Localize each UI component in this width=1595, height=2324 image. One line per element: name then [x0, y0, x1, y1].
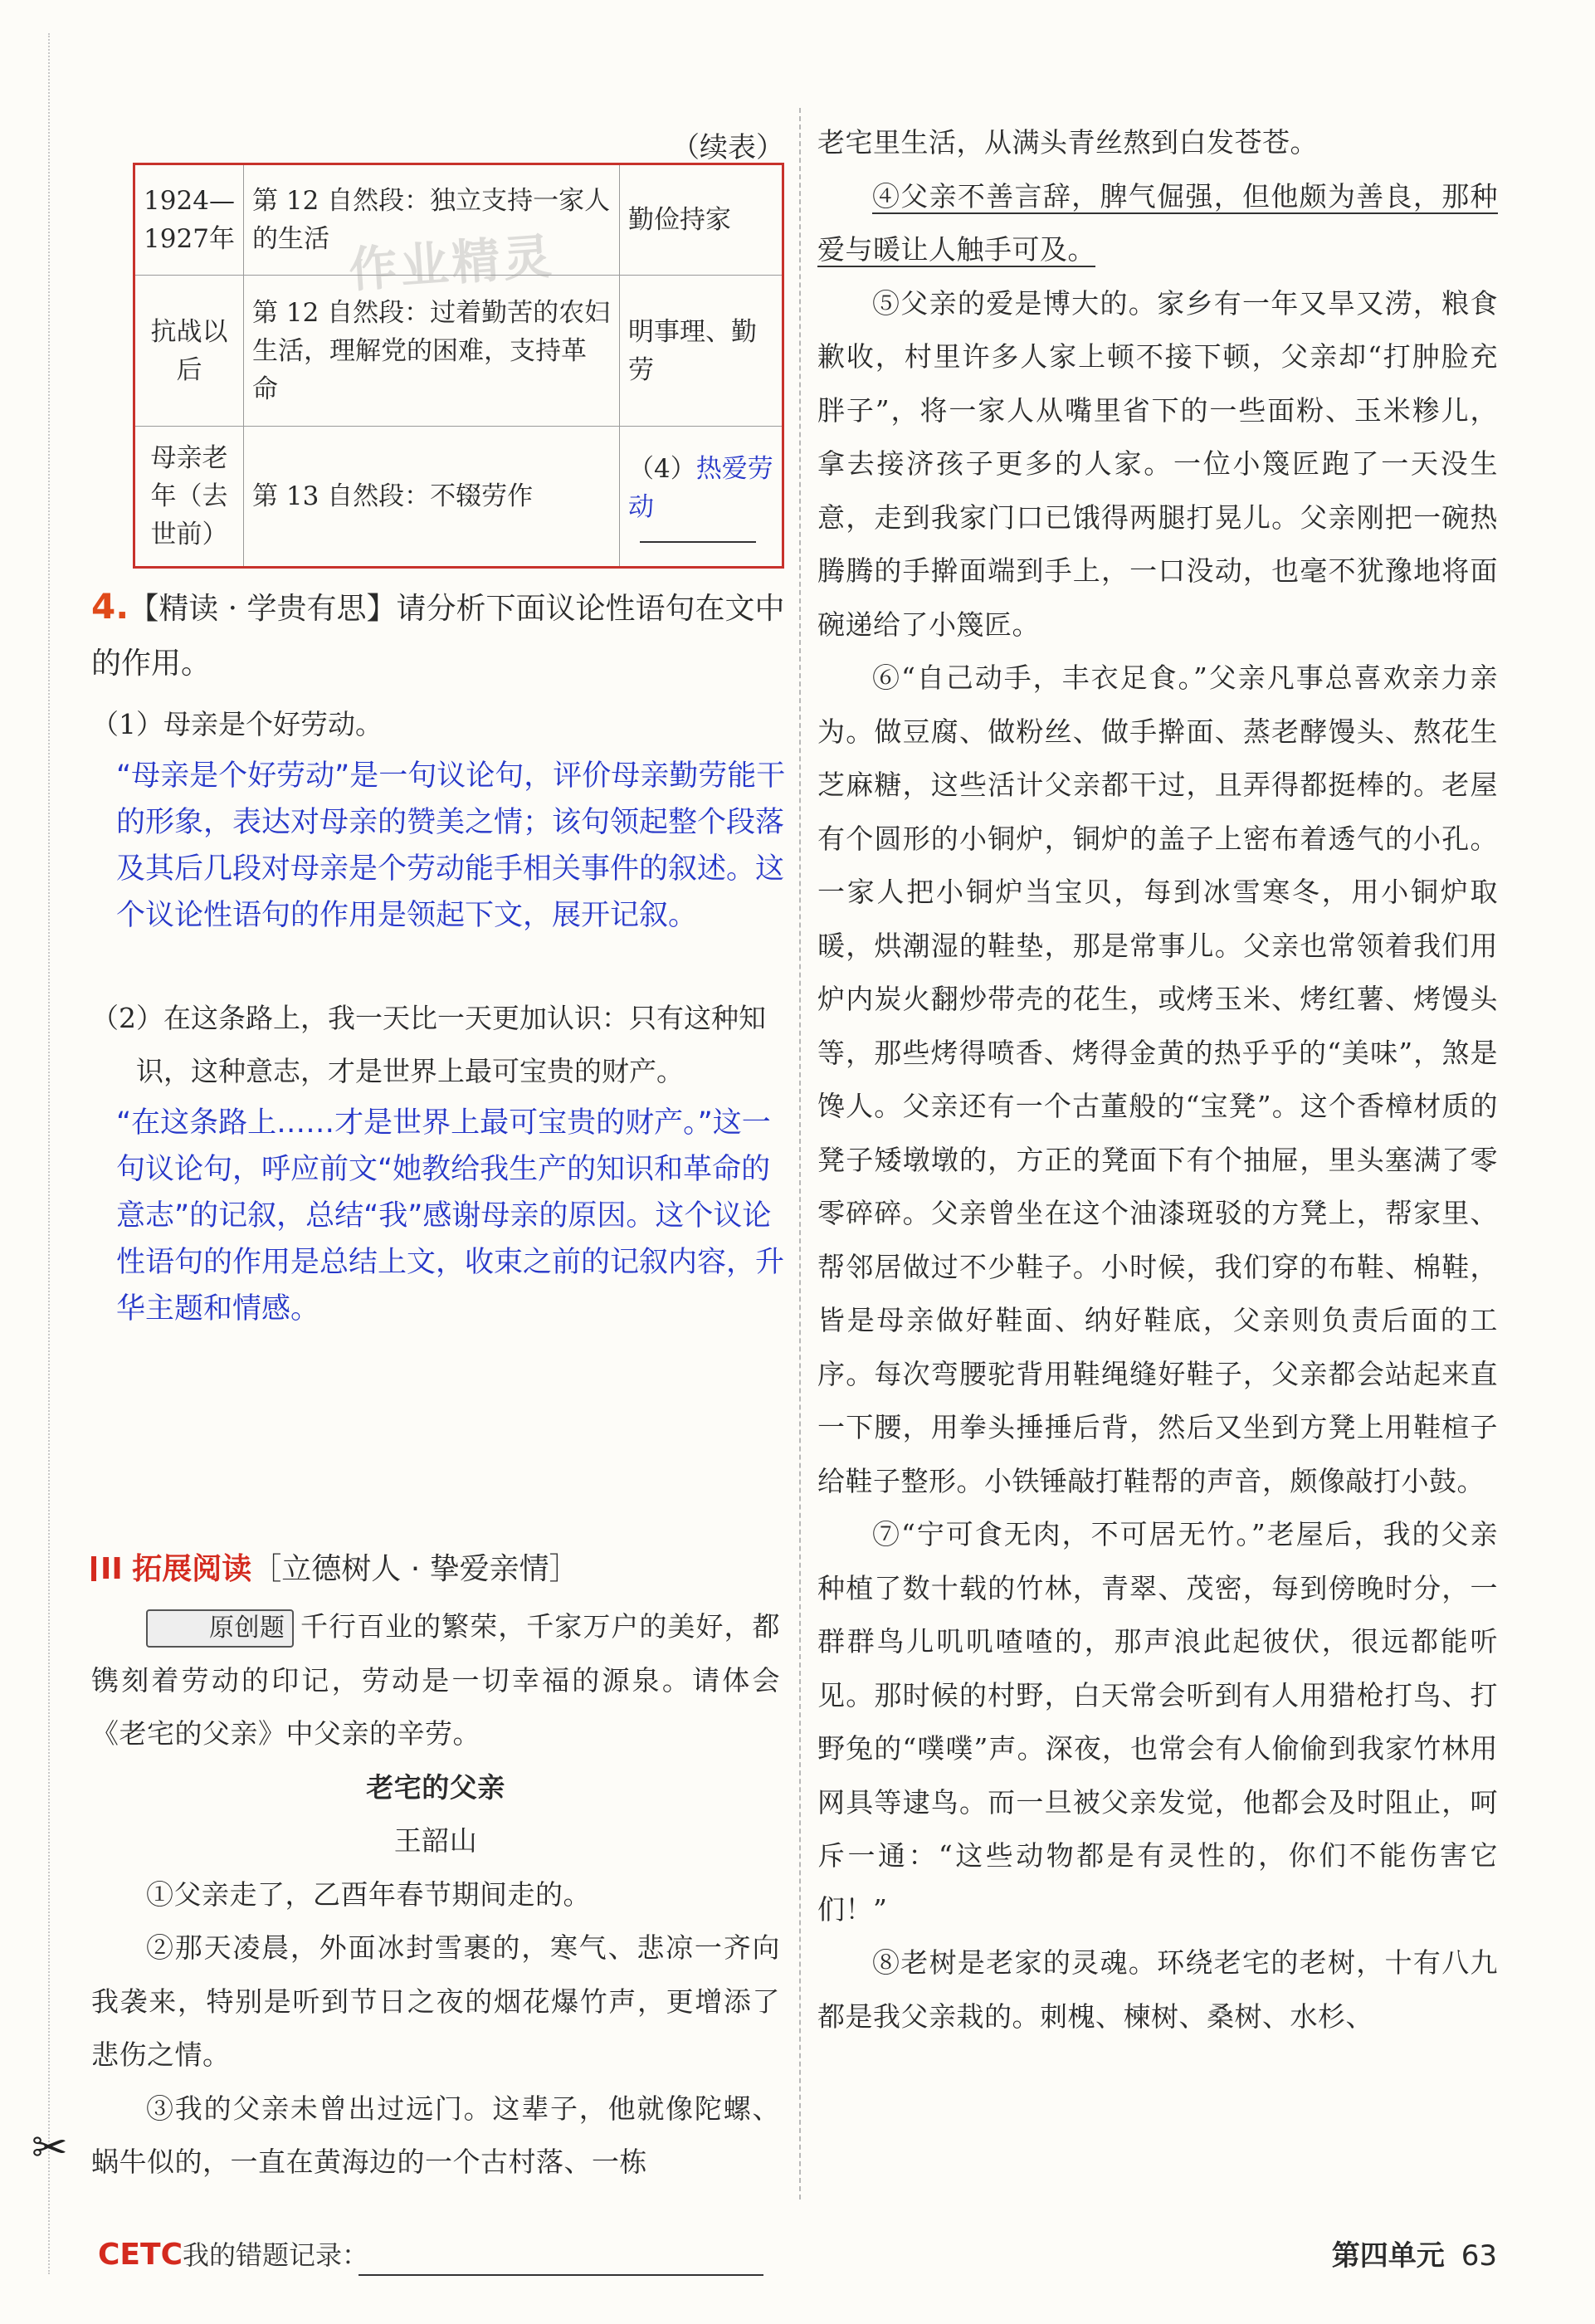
paragraph-cell: 第 12 自然段：独立支持一家人的生活	[244, 164, 620, 276]
paragraph-3: ③我的父亲未曾出过远门。这辈子，他就像陀螺、蜗牛似的，一直在黄海边的一个古村落、一栋	[91, 2092, 780, 2178]
answer-blank-line	[640, 541, 756, 543]
right-column	[817, 116, 1498, 2043]
trait-cell	[620, 427, 783, 568]
page-footer	[1332, 2233, 1497, 2273]
paragraph-8: ⑧老树是老家的灵魂。环绕老宅的老树，十有八九都是我父亲栽的。刺槐、楝树、桑树、水杉、	[817, 1946, 1498, 2033]
table-row	[134, 427, 783, 568]
paragraph-3-continued: 老宅里生活，从满头青丝熬到白发苍苍。	[817, 126, 1318, 159]
period-cell: 母亲老年（去世前）	[134, 427, 244, 568]
question-number: 4.	[91, 586, 129, 627]
column-divider	[799, 108, 801, 2200]
unit-label: 第四单元	[1331, 2239, 1445, 2273]
blank-number: （4）	[628, 454, 696, 484]
filled-answer: 热爱劳动	[628, 454, 773, 522]
paragraph-cell: 第 12 自然段：过着勤苦的农妇生活，理解党的困难，支持革命	[244, 276, 620, 427]
footer-logo	[98, 2234, 368, 2273]
left-column	[91, 0, 784, 2324]
error-record-line	[359, 2274, 763, 2276]
paragraph-1: ①父亲走了，乙酉年春节期间走的。	[146, 1877, 591, 1911]
error-record-label: 我的错题记录：	[183, 2239, 369, 2271]
reading-passage-left	[91, 1600, 780, 2190]
scissors-icon: ✂	[32, 2123, 68, 2173]
question-prompt: 【精读 · 学贵有思】请分析下面议论性语句在文中的作用。	[91, 592, 785, 681]
underlined-sentence: ④父亲不善言辞，脾气倔强，但他颇为善良，那种爱与暖让人触手可及。	[817, 179, 1498, 266]
paragraph-cell: 第 13 自然段：不辍劳作	[244, 427, 620, 568]
paragraph-2: ②那天凌晨，外面冰封雪裹的，寒气、悲凉一齐向我袭来，特别是听到节日之夜的烟花爆竹声，更增添了悲伤之情。	[91, 1931, 780, 2071]
paragraph-7: ⑦“宁可食无肉，不可居无竹。”老屋后，我的父亲种植了数十载的竹林，青翠、茂密，每到傍晚时分，一群群鸟儿叽叽喳喳的，那声浪此起彼伏，很远都能听见。那时候的村野，白天常会听到有人用猎枪打鸟、打野兔的“噗噗”声。深夜，也常会有人偷偷到我家竹林用网具等逮鸟。而一旦被父亲发觉，他都会及时阻止，呵斥一通：“这些动物都是有灵性的，你们不能伤害它们！”	[817, 1518, 1498, 1926]
cetc-logo: CETC	[98, 2238, 183, 2272]
table-continued-label: （续表）	[671, 131, 784, 164]
original-question-tag: 原创题	[146, 1609, 294, 1648]
paragraph-4	[817, 170, 1498, 277]
answer-2: “在这条路上……才是世界上最可宝贵的财产。”这一句议论句，呼应前文“她教给我生产的知识和革命的意志”的记叙，总结“我”感谢母亲的原因。这个议论性语句的作用是总结上文，收束之前的记叙内容，升华主题和情感。	[116, 1106, 785, 1326]
section-heading	[91, 1545, 579, 1588]
intro-paragraph	[91, 1600, 780, 1761]
page-number: 63	[1461, 2239, 1497, 2273]
section-title: 拓展阅读	[132, 1552, 252, 1586]
paragraph-6: ⑥“自己动手，丰衣足食。”父亲凡事总喜欢亲力亲为。做豆腐、做粉丝、做手擀面、蒸老酵馒头、熬花生芝麻糖，这些活计父亲都干过，且弄得都挺棒的。老屋有个圆形的小铜炉，铜炉的盖子上密布着透气的小孔。一家人把小铜炉当宝贝，每到冰雪寒冬，用小铜炉取暖，烘潮湿的鞋垫，那是常事儿。父亲也常领着我们用炉内炭火翻炒带壳的花生，或烤玉米、烤红薯、烤馒头等，那些烤得喷香、烤得金黄的热乎乎的“美味”，煞是馋人。父亲还有一个古董般的“宝凳”。这个香樟材质的凳子矮墩墩的，方正的凳面下有个抽屉，里头塞满了零零碎碎。父亲曾坐在这个油漆斑驳的方凳上，帮家里、帮邻居做过不少鞋子。小时候，我们穿的布鞋、棉鞋，皆是母亲做好鞋面、纳好鞋底，父亲则负责后面的工序。每次弯腰驼背用鞋绳缝好鞋子，父亲都会站起来直一下腰，用拳头捶捶后背，然后又坐到方凳上用鞋楦子给鞋子整形。小铁锤敲打鞋帮的声音，颇像敲打小鼓。	[817, 662, 1498, 1497]
subquestion-1: （1）母亲是个好劳动。	[91, 708, 383, 740]
article-title: 老宅的父亲	[366, 1770, 505, 1804]
article-author: 王韶山	[393, 1824, 478, 1857]
answer-1: “母亲是个好劳动”是一句议论句，评价母亲勤劳能干的形象，表达对母亲的赞美之情；该句领起整个段落及其后几段对母亲是个劳动能手相关事件的叙述。这个议论性语句的作用是领起下文，展开记叙。	[116, 759, 786, 932]
period-cell: 1924—1927年	[134, 164, 244, 276]
watermark: 作业精灵	[347, 227, 557, 299]
binding-margin-rule	[48, 33, 50, 2274]
subquestion-2: （2）在这条路上，我一天比一天更加认识：只有这种知识，这种意志，才是世界上最可宝贵的财产。	[91, 1002, 766, 1087]
trait-cell: 勤俭持家	[620, 164, 783, 276]
section-numeral: II	[100, 1552, 123, 1586]
table-row	[134, 276, 783, 427]
period-cell: 抗战以后	[134, 276, 244, 427]
question-4	[91, 579, 788, 1332]
paragraph-5: ⑤父亲的爱是博大的。家乡有一年又旱又涝，粮食歉收，村里许多人家上顿不接下顿，父亲却“打肿脸充胖子”，将一家人从嘴里省下的一些面粉、玉米糁儿，拿去接济孩子更多的人家。一位小篾匠跑了一天没生意，走到我家门口已饿得两腿打晃儿。父亲刚把一碗热腾腾的手擀面端到手上，一口没动，也毫不犹豫地将面碗递给了小篾匠。	[817, 286, 1498, 641]
section-subtitle: ［立德树人 · 挚爱亲情］	[251, 1552, 579, 1586]
section-bar	[91, 1556, 96, 1581]
intro-text: 千行百业的繁荣，千家万户的美好，都镌刻着劳动的印记，劳动是一切幸福的源泉。请体会《老宅的父亲》中父亲的辛劳。	[91, 1610, 780, 1750]
trait-cell: 明事理、勤劳	[620, 276, 783, 427]
